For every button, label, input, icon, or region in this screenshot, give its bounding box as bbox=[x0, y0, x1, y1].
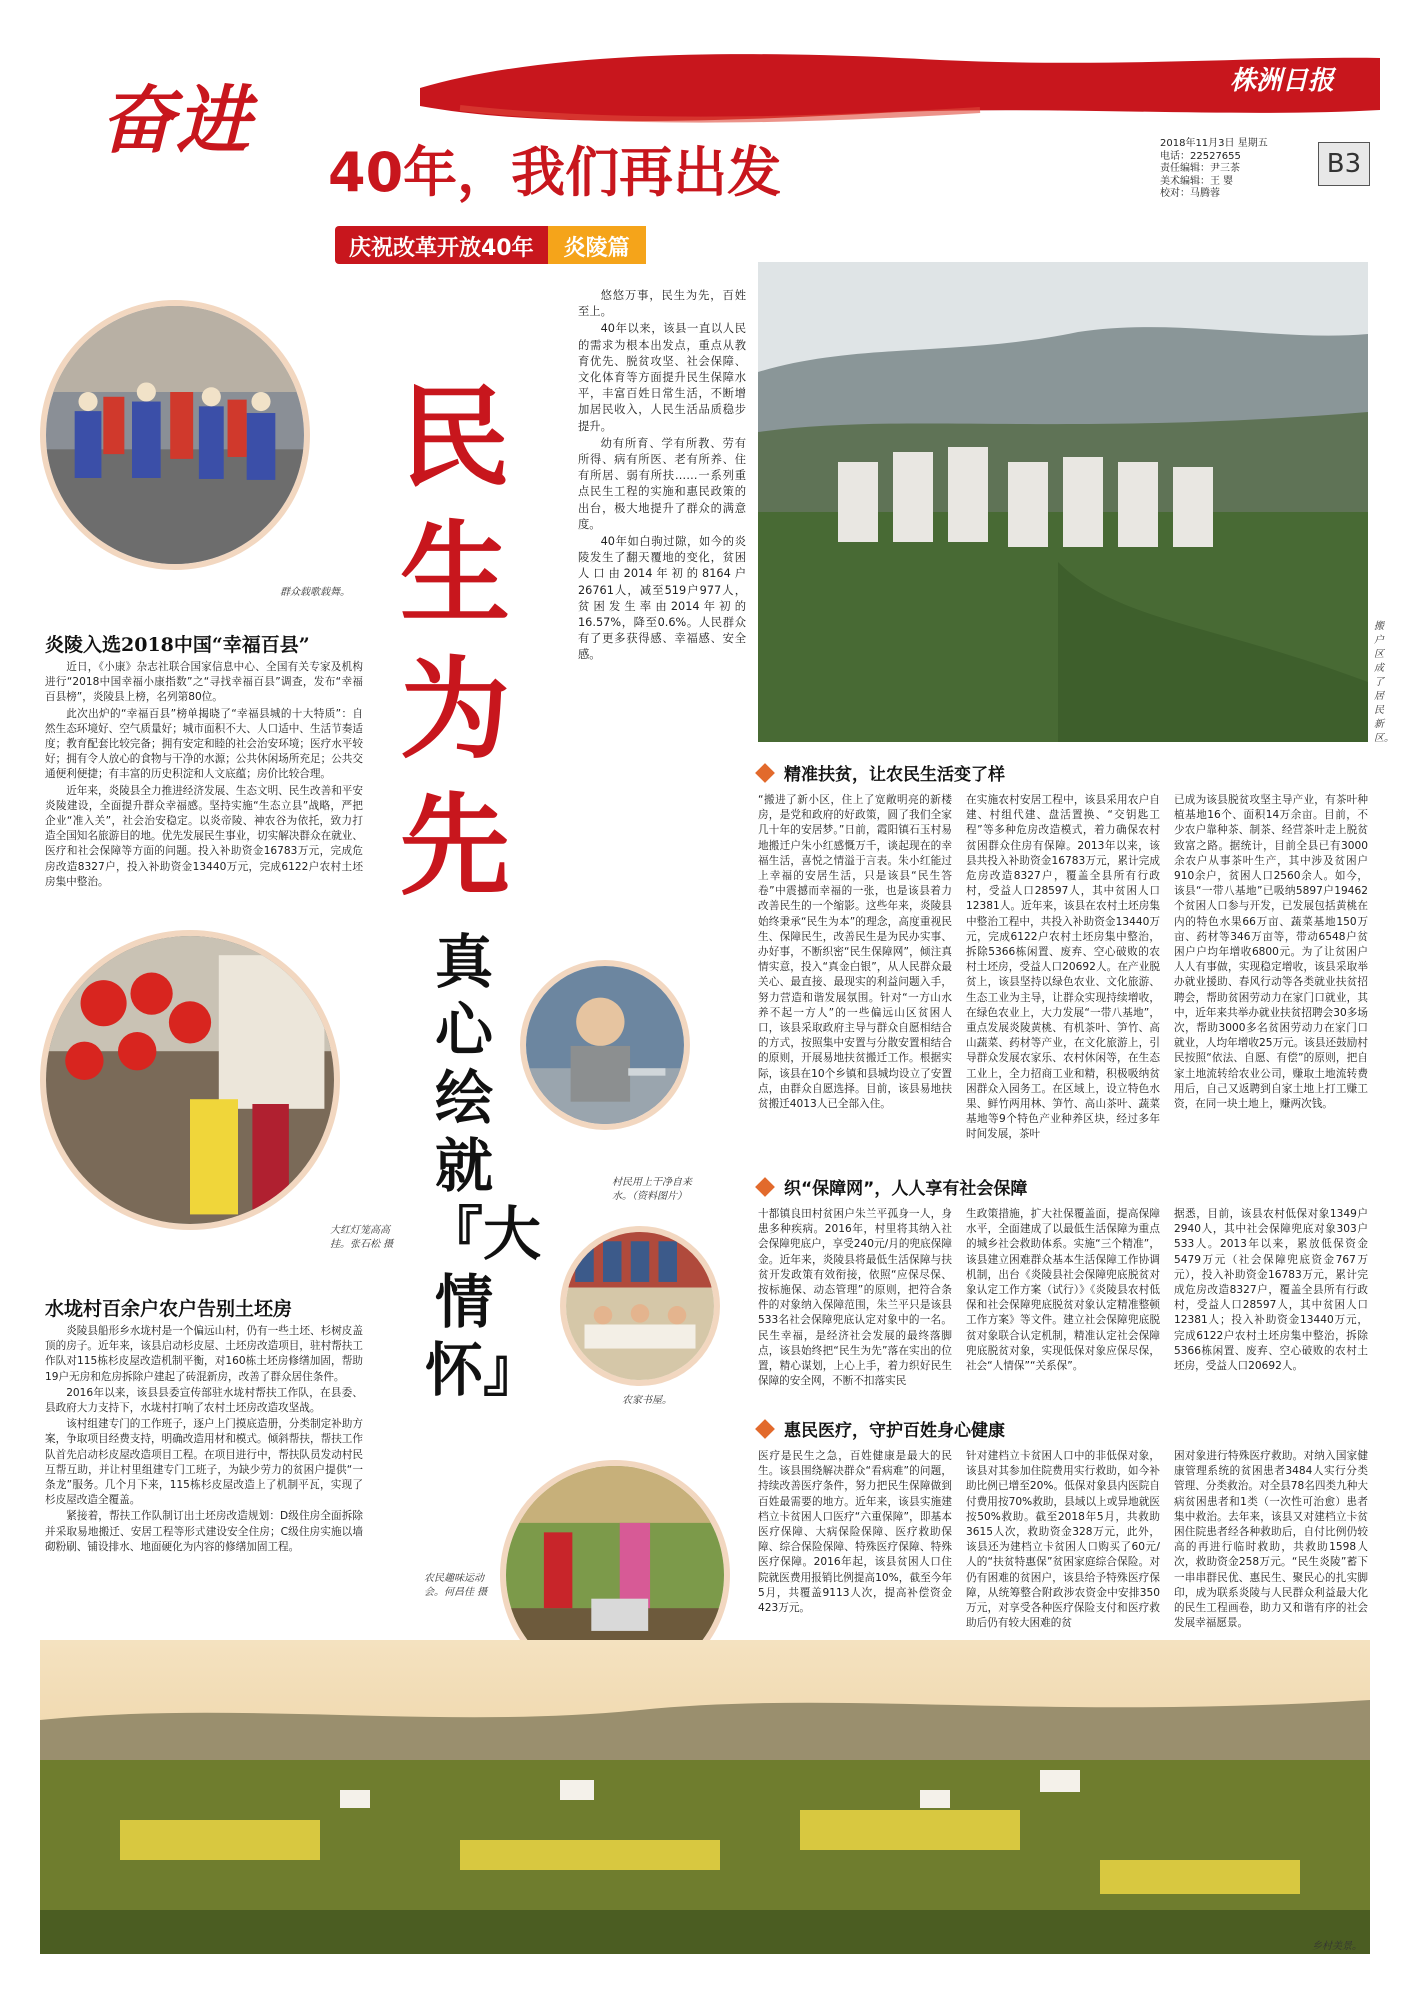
phone-line: 电话：22527655 bbox=[1160, 150, 1241, 162]
games-caption: 农民趣味运动会。何昌佳 摄 bbox=[424, 1573, 488, 1598]
intro-text bbox=[578, 288, 746, 665]
paragraph: 40年以来，该县一直以人民的需求为根本出发点，重点从教育优先、脱贫攻坚、社会保障、文化体育等方面提升民生保障水平，丰富百姓日常生活，不断增加居民收入，人民生活品质稳步提升。 bbox=[578, 322, 746, 433]
editor-line: 责任编辑：尹三茶 bbox=[1160, 163, 1240, 174]
dance-caption: 群众载歌载舞。 bbox=[280, 587, 350, 598]
water-caption: 村民用上干净自来水。（资料图片） bbox=[612, 1177, 692, 1202]
library-caption: 农家书屋。 bbox=[622, 1395, 672, 1406]
date-line: 2018年11月3日 星期五 bbox=[1160, 138, 1268, 149]
diamond-icon bbox=[755, 1419, 775, 1439]
section-columns bbox=[758, 1449, 1368, 1631]
column: 在实施农村安居工程中，该县采用农户自建、村组代建、盘活置换、“交钥匙工程”等多种危房改造模式，着力确保农村贫困群众住房有保障。2013年以来，该县共投入补助资金16783万元，累计完成危房改造8327户，覆盖全县所有行政村，受益人口28597人，其中贫困人口12381人。近年来，该县在农村土坯房集中整治工程中，共投入补助资金13440万元，完成6122户农村土坯房集中整治，拆除5366栋闲置、废弃、空心破败的农村土坯房，受益人口20692人。在产业脱贫上，该县坚持以绿色农业、文化旅游、生态工业为主导，让群众实现持续增收，在绿色农业上，大力发展“一带八基地”，重点发展炎陵黄桃、有机茶叶、笋竹、高山蔬菜、药材等产业，在文化旅游上，引导群众发展农家乐、农村休闲等，在生态工业上，全力招商工业和精，积极吸纳贫困群众入园务工。在区域上，设立特色水果、鲜竹两用林、笋竹、高山茶叶、蔬菜基地等9个特色产业种养区块，经过多年时间发展，茶叶 bbox=[966, 794, 1160, 1141]
vertical-subtitle: 真心绘就『大情怀』 bbox=[425, 928, 542, 1404]
column: 针对建档立卡贫困人口中的非低保对象，该县对其参加住院费用实行救助，如今补助比例已增至20%。低保对象县内医院自付费用按70%救助，县域以上或异地就医按50%救助。截至2018年5月，共救助3615人次，救助资金328万元，此外，该县还为建档立卡贫困人口购买了60元/人的“扶贫特惠保”贫困家庭综合保险。对仍有困难的贫困户，该县给予特殊医疗保障，从统筹整合附政涉农资金中安排350万元，对享受各种医疗保险支付和医疗救助后仍有较大困难的贫 bbox=[966, 1450, 1160, 1630]
section-columns bbox=[758, 1207, 1368, 1389]
paragraph: 2016年以来，该县县委宣传部驻水垅村帮扶工作队，在县委、县政府大力支持下，水垅村打响了农村土坯房改造攻坚战。 bbox=[45, 1386, 363, 1415]
paragraph: 近年来，炎陵县全力推进经济发展、生态文明、民生改善和平安炎陵建设，全面提升群众幸福感。坚持实施“生态立县”战略，严把企业“准入关”，社会治安稳定。以炎帝陵、神农谷为依托，致力打造全国知名旅游目的地。优先发展民生事业，切实解决群众在就业、医疗和社会保障等方面的问题。投入补助资金16783万元，完成危房改造8327户，投入补助资金13440万元，完成6122户农村土坯房集中整治。 bbox=[45, 784, 363, 888]
section-security bbox=[758, 1174, 1368, 1389]
article-headline: 水垅村百余户农户告别土坯房 bbox=[45, 1298, 293, 1320]
landscape-caption: 乡村美景。 bbox=[1312, 1941, 1362, 1952]
art-editor-line: 美术编辑：王 婴 bbox=[1160, 175, 1234, 187]
paragraph: 该村组建专门的工作班子，逐户上门摸底造册，分类制定补助方案，争取项目经费支持，明确改造用材和模式。倾斜帮扶，帮扶工作队首先启动杉皮屋改造项目工程。在项目进行中，帮扶队员发动村民互帮互助，并让村里组建专门工班子，为缺少劳力的贫困户提供“一条龙”服务。几个月下来，115栋杉皮屋改造上了机制平瓦，实现了杉皮屋改造全覆盖。 bbox=[45, 1418, 363, 1507]
paragraph: 紧接着，帮扶工作队制订出土坯房改造规划：D级住房全面拆除并采取易地搬迁、安居工程等形式建设安全住房；C级住房实施以墙砌粉刷、铺设排水、地面硬化为内容的修缮加固工程。 bbox=[45, 1510, 363, 1553]
paragraph: 幼有所育、学有所教、劳有所得、病有所医、老有所养、住有所居、弱有所扶……一系列重点民生工程的实施和惠民政策的出台，极大地提升了群众的满意度。 bbox=[578, 436, 746, 531]
column: “搬进了新小区，住上了宽敞明亮的新楼房，是党和政府的好政策，圆了我们全家几十年的安居梦。”日前，霞阳镇石玉村易地搬迁户朱小红感慨万千，谈起现在的幸福生活，喜悦之情溢于言表。朱小红能过上幸福的安居生活，只是该县“民生答卷”中震撼而幸福的一张，也是该县着力改善民生的一个缩影。这些年来，炎陵县始终秉承“民生为本”的理念，高度重视民生、保障民生，改善民生是为民办实事、办好事，不断织密“民生保障网”，倾注真情实意，投入“真金白银”，从人民群众最关心、最直接、最现实的利益问题入手，努力营造和谐发展氛围。针对“一方山水养不起一方人”的一些偏远山区贫困人口，该县采取政府主导与群众自愿相结合的方式，按照集中安置与分散安置相结合的原则，开展易地扶贫搬迁工作。根据实际，该县在10个乡镇和县城均设立了安置点，由群众自愿选择。目前，该县易地扶贫搬迁4013人已全部入住。 bbox=[758, 794, 952, 1111]
column: 生政策措施，扩大社保覆盖面，提高保障水平，全面建成了以最低生活保障为重点的城乡社会救助体系。实施“三个精准”，该县建立困难群众基本生活保障工作协调机制，出台《炎陵县社会保障兜底脱贫对象认定工作方案（试行）》《炎陵县农村低保和社会保障兜底脱贫对象认定精准整顿工作方案》等文件。建立社会保障兜底脱贫对象联合认定机制，精准认定社会保障兜底脱贫对象，实现低保对象应保尽保，社会“人情保”“关系保”。 bbox=[966, 1208, 1160, 1373]
diamond-icon bbox=[755, 1177, 775, 1197]
proof-line: 校对：马腾蓉 bbox=[1160, 188, 1220, 199]
section-heading: 惠民医疗，守护百姓身心健康 bbox=[758, 1416, 1368, 1441]
article-body bbox=[45, 660, 363, 891]
series-tag-left: 庆祝改革开放40年 bbox=[335, 226, 548, 264]
resettlement-village-photo bbox=[758, 262, 1368, 742]
article-headline: 炎陵入选2018中国“幸福百县” bbox=[45, 634, 310, 656]
diamond-icon bbox=[755, 763, 775, 783]
series-tag-right: 炎陵篇 bbox=[548, 226, 646, 264]
dance-photo bbox=[40, 300, 310, 570]
lanterns-caption: 大红灯笼高高挂。张石松 摄 bbox=[330, 1225, 394, 1250]
column: 十都镇良田村贫困户朱兰平孤身一人，身患多种疾病。2016年，村里将其纳入社会保障兜底户，享受240元/月的兜底保障金。近年来，炎陵县将最低生活保障与扶贫开发政策有效衔接，依照“应保尽保、按标施保、动态管理”的原则，把符合条件的对象纳入保障范围，朱兰平只是该县533名社会保障兜底认定对象中的一名。民生幸福，是经济社会发展的最终落脚点，该县始终把“民生为先”落在实出的位置，精心谋划，上心上手，着力织好民生保障的安全网，不断不扣落实民 bbox=[758, 1208, 952, 1388]
village-caption: 搬户区成了居民新区。 bbox=[1374, 621, 1394, 744]
column: 医疗是民生之急，百姓健康是最大的民生。该县围绕解决群众“看病难”的问题，持续改善医疗条件，努力把民生保障做到百姓最需要的地方。近年来，该县实施建档立卡贫困人口医疗“六重保障”，即基本医疗保障、大病保险保障、医疗救助保障、综合保险保障、特殊医疗保障、特殊医疗保障。2016年起，该县贫困人口住院就医费用报销比例提高10%，截至今年5月，共覆盖9113人次，提高补偿资金423万元。 bbox=[758, 1450, 952, 1615]
paragraph: 炎陵县船形乡水垅村是一个偏远山村，仍有一些土坯、杉树皮盖顶的房子。近年来，该县启动杉皮屋、土坯房改造项目，驻村帮扶工作队对115栋杉皮屋改造机制平衡，对160栋土坯房修缮加固，帮助19户无房和危房拆除户建起了砖混新房，改善了群众居住条件。 bbox=[45, 1325, 363, 1383]
masthead-title: 奋进 bbox=[100, 78, 252, 164]
paragraph: 近日，《小康》杂志社联合国家信息中心、全国有关专家及机构进行“2018中国幸福小康指数”之“寻找幸福百县”调查，发布“幸福百县榜”，炎陵县上榜，名列第80位。 bbox=[45, 661, 363, 704]
calligraphy-title: 民生为先 bbox=[400, 373, 510, 910]
section-medical bbox=[758, 1416, 1368, 1631]
paper-name: 株洲日报 bbox=[1230, 66, 1335, 96]
column: 困对象进行特殊医疗救助。对纳入国家健康管理系统的贫困患者3484人实行分类管理、分类救治。对全县78名四类九种大病贫困患者和1类（一次性可治愈）患者集中救治。去年来，该县又对建档立卡贫困住院患者经各种救助后，自付比例仍较高的再进行临时救助，共救助1598人次，救助资金258万元。“民生炎陵”蓄下一串串群民优、惠民生、聚民心的扎实脚印，成为联系炎陵与人民群众利益最大化的民生工程画卷，助力又和谐有序的社会发展幸福愿景。 bbox=[1174, 1450, 1368, 1630]
publication-meta bbox=[1160, 138, 1268, 201]
library-photo bbox=[560, 1226, 720, 1386]
lanterns-photo bbox=[40, 930, 340, 1230]
series-tag bbox=[335, 226, 646, 264]
paragraph: 悠悠万事，民生为先，百姓至上。 bbox=[578, 289, 746, 319]
paragraph: 40年如白驹过隙，如今的炎陵发生了翻天覆地的变化，贫困人口由2014年初的8164户26761人，减至519户977人，贫困发生率由2014年初的16.57%，降至0.6%。人民群众有了更多获得感、幸福感、安全感。 bbox=[578, 535, 746, 662]
section-heading: 精准扶贫，让农民生活变了样 bbox=[758, 760, 1368, 785]
page-number: B3 bbox=[1318, 142, 1370, 186]
landscape-photo bbox=[40, 1640, 1370, 1954]
section-columns bbox=[758, 793, 1368, 1143]
section-poverty bbox=[758, 760, 1368, 1143]
paragraph: 此次出炉的“幸福百县”榜单揭晓了“幸福县城的十大特质”：自然生态环境好、空气质量好；城市面积不大、人口适中、生活节奏适度；教育配套比较完备；拥有安定和睦的社会治安环境；医疗水平较好；拥有令人放心的食物与干净的水源；公共休闲场所充足；公共交通便利便捷；有丰富的历史积淀和人文底蕴；房价比较合理。 bbox=[45, 707, 363, 781]
water-photo bbox=[520, 960, 690, 1130]
article-body bbox=[45, 1324, 363, 1556]
column: 据悉，目前，该县农村低保对象1349户2940人，其中社会保障兜底对象303户533人。2013年以来，累放低保资金5479万元（社会保障兜底资金767万元），投入补助资金16783万元，累计完成危房改造8327户，覆盖全县所有行政村，受益人口28597人，其中贫困人口12381人；投入补助资金13440万元，完成6122户农村土坯房集中整治，拆除5366栋闲置、废弃、空心破败的农村土坯房，受益人口20692人。 bbox=[1174, 1208, 1368, 1373]
masthead-subtitle: 40年，我们再出发 bbox=[328, 141, 782, 204]
section-heading: 织“保障网”，人人享有社会保障 bbox=[758, 1174, 1368, 1199]
column: 已成为该县脱贫攻坚主导产业，有茶叶种植基地16个、面积14万余亩。目前，不少农户靠种茶、制茶、经营茶叶走上脱贫致富之路。据统计，目前全县已有3000余农户从事茶叶生产，其中涉及贫困户910余户，贫困人口2560余人。如今，该县“一带八基地”已吸纳5897户19462个贫困人口参与开发，已发展包括黄桃在内的特色水果66万亩、蔬菜基地150万亩、药材等346万亩等，带动6548户贫困户户均年增收6800元。为了让贫困户人人有事做，实现稳定增收，该县采取举办就业援助、春风行动等各类就业扶贫招聘会，帮助贫困劳动力在家门口就业，其中，近年来共举办就业扶贫招聘会30多场次，帮助3000多名贫困劳动力在家门口就业，人均年增收25万元。该县还鼓励村民按照“依法、自愿、有偿”的原则，把自家土地流转给农业公司，赚取土地流转费用后，自己又返聘到自家土地上打工赚工资，在同一块土地上，赚两次钱。 bbox=[1174, 794, 1368, 1111]
